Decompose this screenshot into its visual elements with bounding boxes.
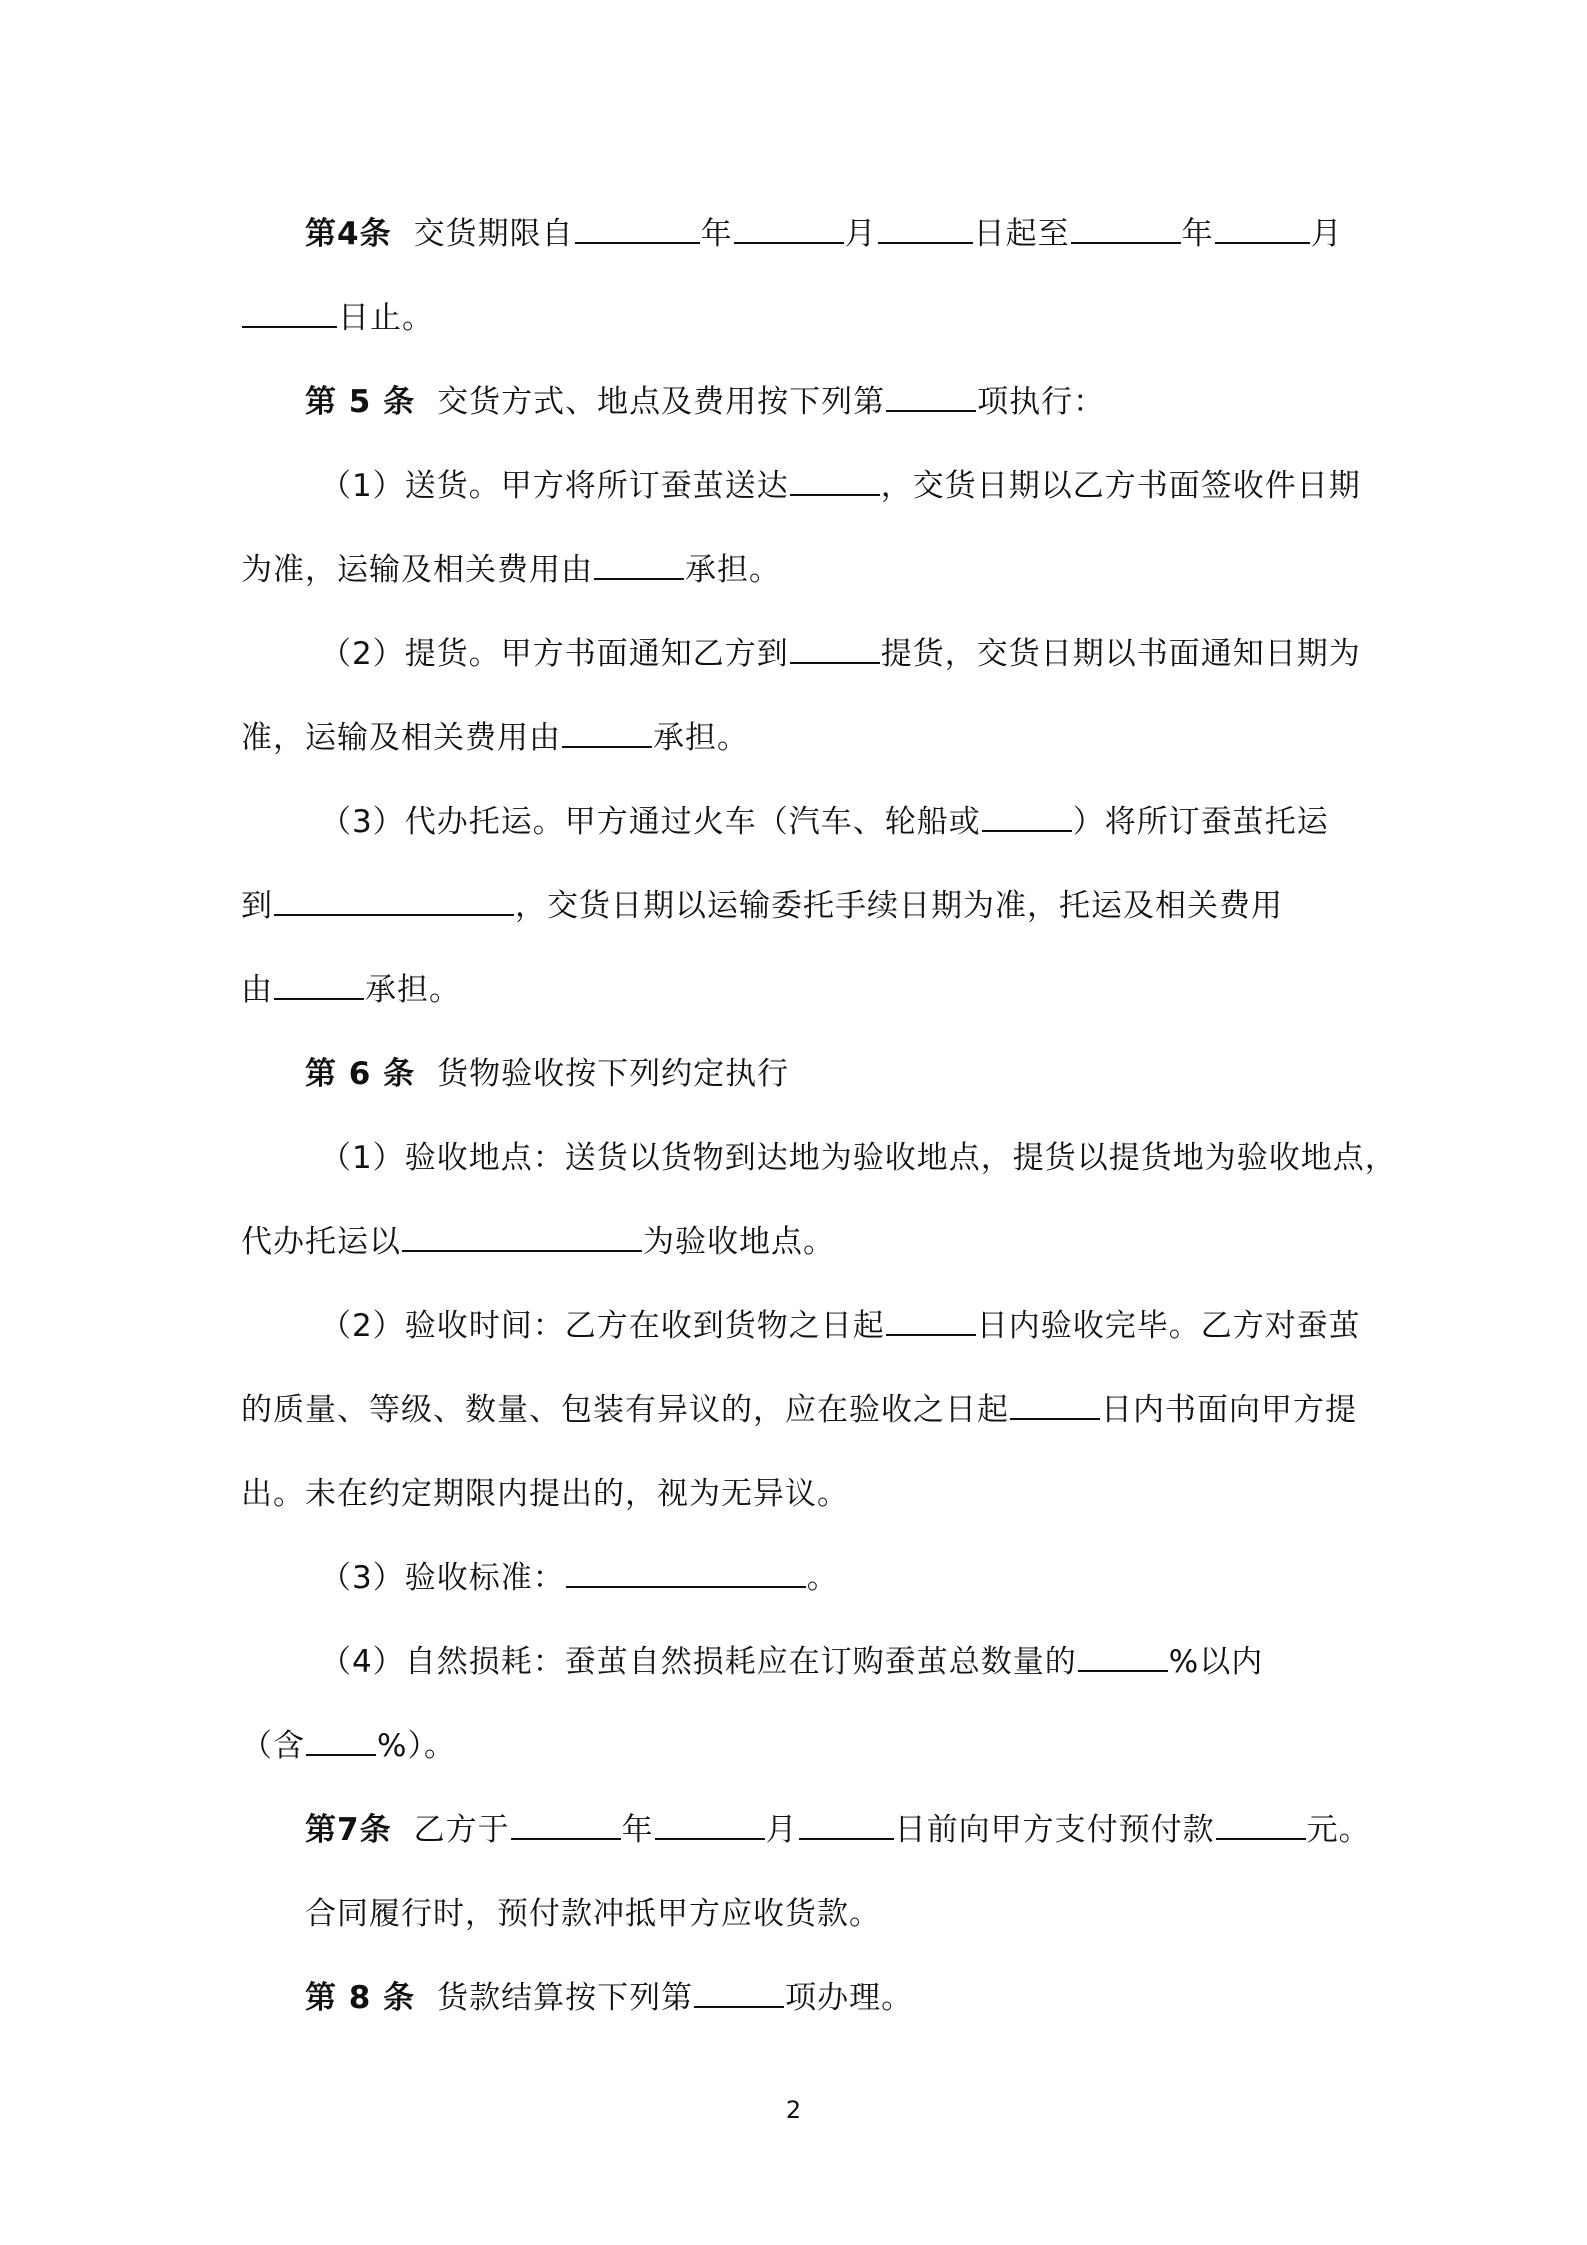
item-text: 为准，运输及相关费用由 [241, 552, 593, 588]
article-7-text: 乙方于 [413, 1812, 510, 1848]
item-text: （3）验收标准： [320, 1560, 565, 1596]
article-6-item-2-line-1 [320, 1302, 1361, 1350]
blank-pickup-place[interactable] [790, 630, 880, 664]
item-text: （4）自然损耗：蚕茧自然损耗应在订购蚕茧总数量的 [320, 1644, 1077, 1680]
blank-loss-percent-inclusive[interactable] [306, 1722, 376, 1756]
item-text: 由 [241, 972, 273, 1008]
article-4-label: 第4条 [305, 216, 392, 252]
article-6-item-2-line-3 [241, 1470, 849, 1518]
item-text: （含 [241, 1728, 305, 1764]
item-text: 准，运输及相关费用由 [241, 720, 561, 756]
blank-start-year[interactable] [575, 210, 700, 244]
article-6-item-1-line-2 [241, 1218, 835, 1266]
item-text: ）将所订蚕茧托运 [1072, 804, 1329, 840]
article-4-text: 月 [1310, 216, 1343, 252]
item-text: 日内书面向甲方提 [1101, 1392, 1357, 1428]
article-5-text: 项执行： [977, 384, 1106, 420]
article-4-text: 年 [700, 216, 733, 252]
article-4-line-1 [305, 210, 1343, 258]
article-7-text: 年 [621, 1812, 654, 1848]
article-4-text: 月 [844, 216, 877, 252]
article-6-item-4-line-1 [320, 1638, 1263, 1686]
article-6-item-3 [320, 1554, 839, 1602]
blank-pickup-cost-bearer[interactable] [562, 714, 652, 748]
article-6-item-1-line-1 [320, 1134, 1397, 1182]
item-text: 为验收地点。 [643, 1224, 835, 1260]
blank-inspection-standard[interactable] [566, 1554, 806, 1588]
item-text: 承担。 [653, 720, 749, 756]
blank-objection-days[interactable] [1010, 1386, 1100, 1420]
article-6-item-4-line-2 [241, 1722, 456, 1770]
article-5-item-3-line-2 [241, 882, 1283, 930]
item-text: 承担。 [365, 972, 461, 1008]
blank-delivery-place[interactable] [790, 462, 880, 496]
blank-inspection-place[interactable] [402, 1218, 642, 1252]
item-text: 代办托运以 [241, 1224, 401, 1260]
blank-settlement-option[interactable] [694, 1974, 784, 2008]
blank-shipping-destination[interactable] [274, 882, 514, 916]
item-text: 到 [241, 888, 273, 924]
article-4-text: 日起至 [973, 216, 1070, 252]
item-text: （2）验收时间：乙方在收到货物之日起 [320, 1308, 885, 1344]
blank-end-year[interactable] [1071, 210, 1181, 244]
article-7-text: 月 [765, 1812, 798, 1848]
article-4-text: 年 [1181, 216, 1214, 252]
item-text: 的质量、等级、数量、包装有异议的，应在验收之日起 [241, 1392, 1009, 1428]
blank-delivery-cost-bearer[interactable] [594, 546, 684, 580]
item-text: %以内 [1168, 1644, 1264, 1680]
blank-shipping-cost-bearer[interactable] [274, 966, 364, 1000]
article-5-item-3-line-1 [320, 798, 1329, 846]
item-text: （2）提货。甲方书面通知乙方到 [320, 636, 789, 672]
article-6-heading [305, 1050, 789, 1098]
item-text: （1）验收地点：送货以货物到达地为验收地点，提货以提货地为验收地点， [320, 1140, 1397, 1176]
item-text: 。 [806, 1560, 839, 1596]
item-text: （1）送货。甲方将所订蚕茧送达 [320, 468, 789, 504]
blank-prepay-year[interactable] [511, 1806, 621, 1840]
blank-prepay-month[interactable] [655, 1806, 765, 1840]
article-5-item-3-line-3 [241, 966, 461, 1014]
article-5-item-1-line-1 [320, 462, 1361, 510]
article-5-item-1-line-2 [241, 546, 781, 594]
article-6-item-2-line-2 [241, 1386, 1357, 1434]
article-6-text: 货物验收按下列约定执行 [437, 1056, 790, 1092]
article-7-text: 合同履行时，预付款冲抵甲方应收货款。 [305, 1896, 881, 1932]
article-7-text: 元。 [1306, 1812, 1371, 1848]
blank-end-day[interactable] [242, 294, 337, 328]
article-4-line-2 [241, 294, 434, 342]
blank-start-month[interactable] [734, 210, 844, 244]
article-5-label: 第 5 条 [305, 384, 416, 420]
item-text: %）。 [377, 1728, 456, 1764]
blank-transport-means[interactable] [982, 798, 1072, 832]
article-5-item-2-line-1 [320, 630, 1361, 678]
article-7-line-1 [305, 1806, 1371, 1854]
article-7-label: 第7条 [305, 1812, 392, 1848]
blank-loss-percent[interactable] [1078, 1638, 1168, 1672]
article-8-label: 第 8 条 [305, 1980, 416, 2016]
blank-start-day[interactable] [878, 210, 973, 244]
item-text: 出。未在约定期限内提出的，视为无异议。 [241, 1476, 849, 1512]
article-6-label: 第 6 条 [305, 1056, 416, 1092]
blank-end-month[interactable] [1215, 210, 1310, 244]
item-text: （3）代办托运。甲方通过火车（汽车、轮船或 [320, 804, 981, 840]
article-5-heading [305, 378, 1105, 426]
page-number: 2 [785, 2096, 802, 2124]
article-8-text: 货款结算按下列第 [437, 1980, 694, 2016]
article-8-text: 项办理。 [785, 1980, 914, 2016]
item-text: 提货，交货日期以书面通知日期为 [880, 636, 1361, 672]
blank-prepay-day[interactable] [799, 1806, 894, 1840]
item-text: ，交货日期以运输委托手续日期为准，托运及相关费用 [515, 888, 1283, 924]
article-5-item-2-line-2 [241, 714, 749, 762]
article-7-text: 日前向甲方支付预付款 [894, 1812, 1215, 1848]
item-text: ，交货日期以乙方书面签收件日期 [880, 468, 1361, 504]
item-text: 承担。 [685, 552, 781, 588]
article-4-text: 交货期限自 [413, 216, 574, 252]
item-text: 日内验收完毕。乙方对蚕茧 [976, 1308, 1361, 1344]
article-7-line-2 [305, 1890, 881, 1938]
blank-prepay-amount[interactable] [1216, 1806, 1306, 1840]
article-5-text: 交货方式、地点及费用按下列第 [437, 384, 886, 420]
article-8-heading [305, 1974, 913, 2022]
blank-inspection-days[interactable] [886, 1302, 976, 1336]
article-4-text: 日止。 [338, 300, 434, 336]
blank-delivery-option[interactable] [886, 378, 976, 412]
